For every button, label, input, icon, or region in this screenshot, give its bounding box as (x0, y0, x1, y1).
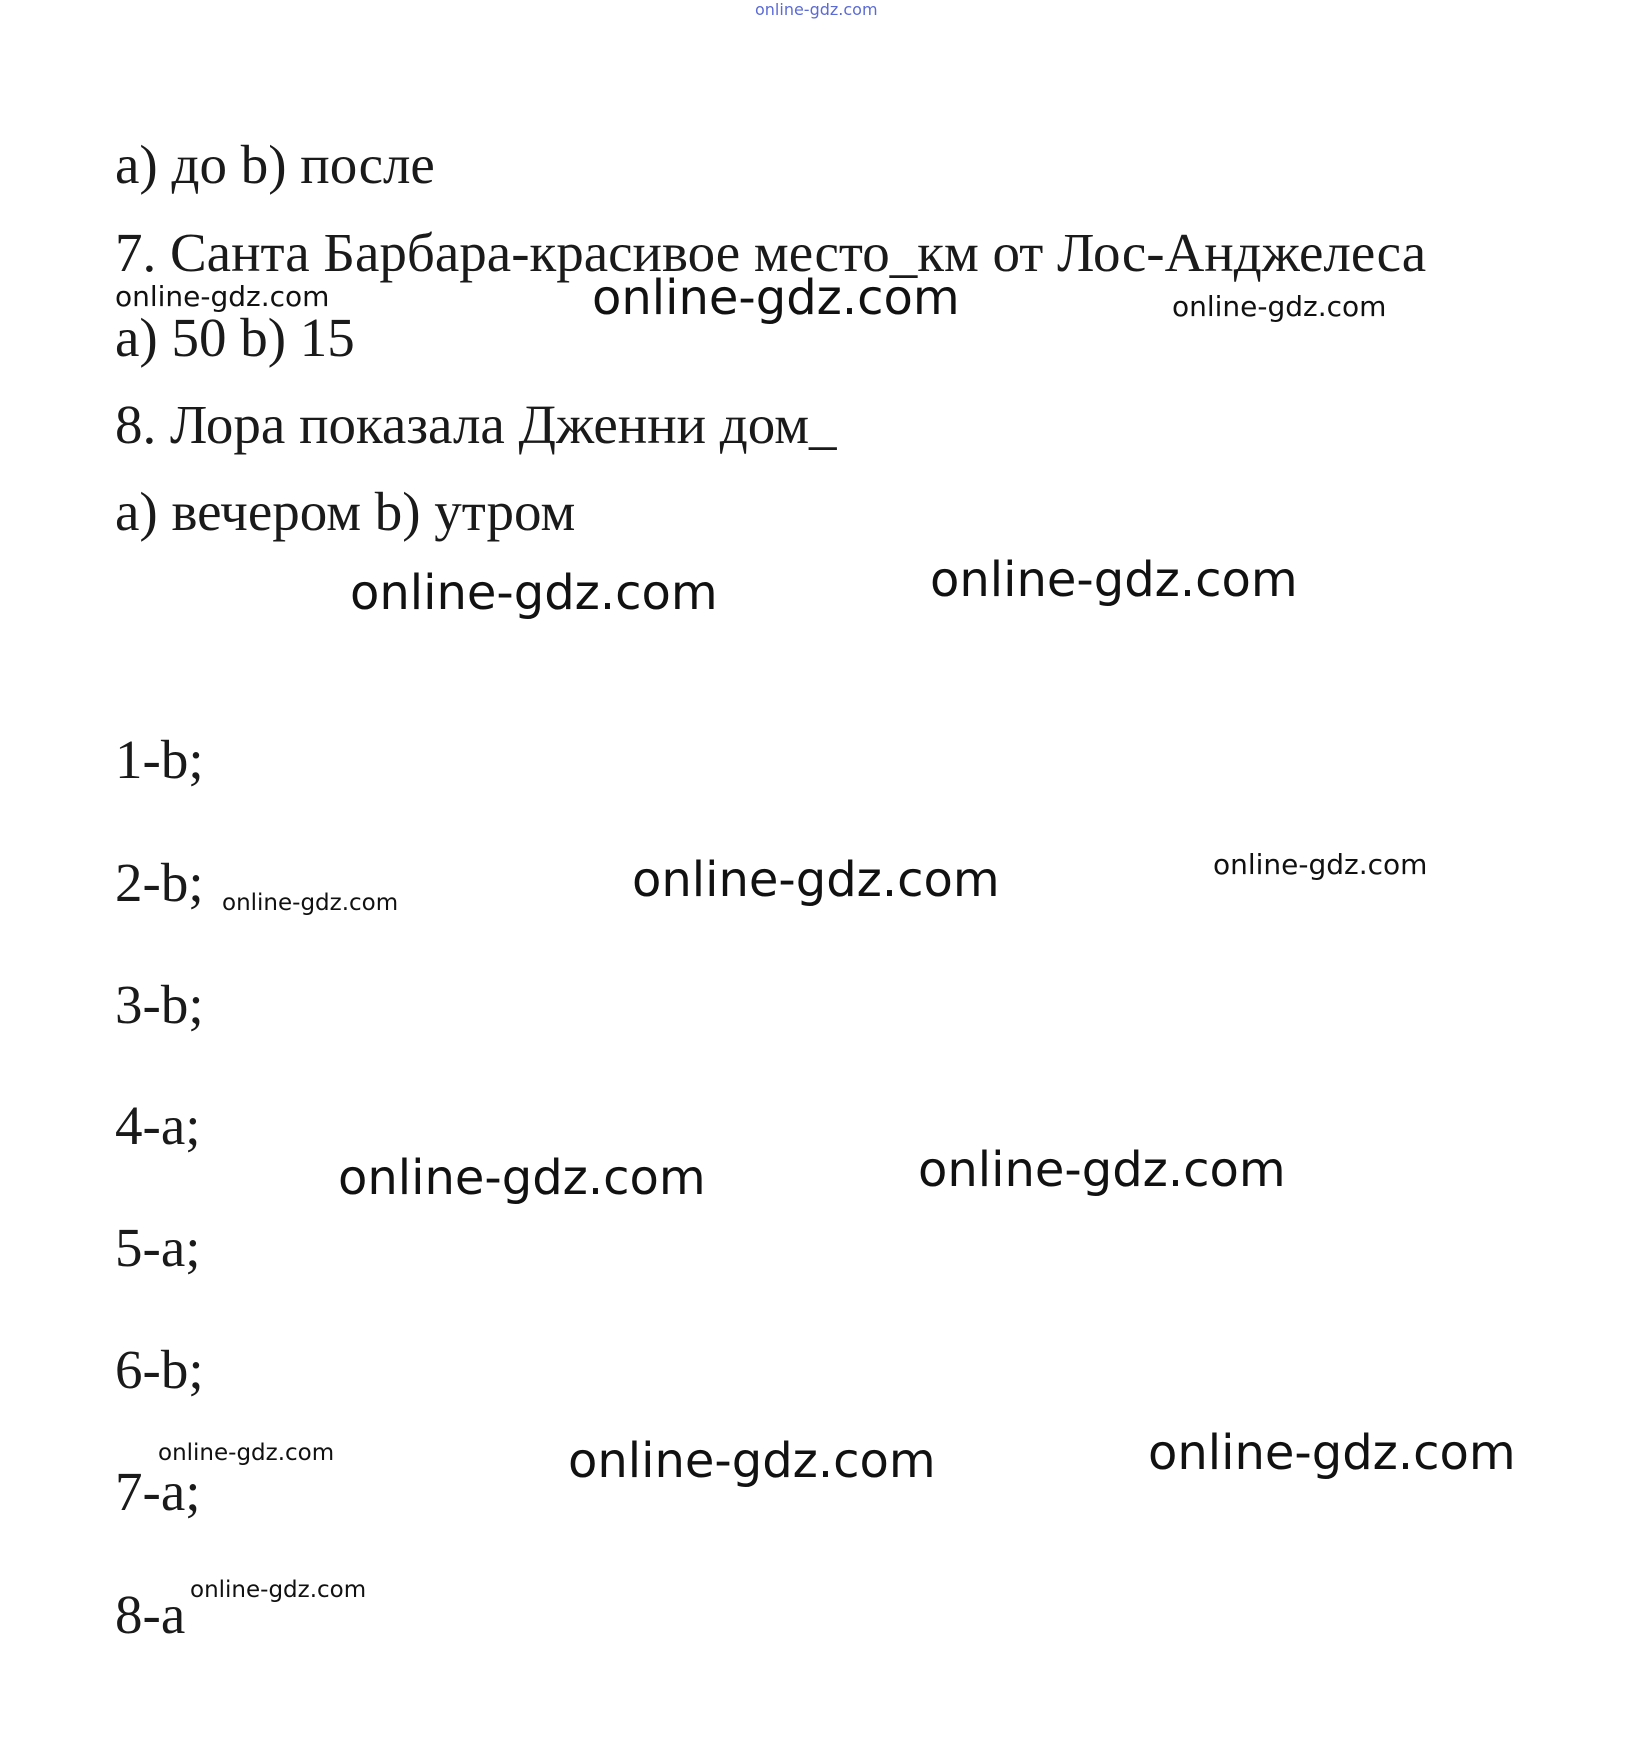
question-line: a) до b) после (115, 134, 435, 195)
watermark: online-gdz.com (592, 270, 960, 326)
answer-line: 2-b; (115, 852, 204, 913)
watermark: online-gdz.com (338, 1150, 706, 1206)
question-line: 7. Санта Барбара-красивое место_км от Лос-Анджелеса (115, 222, 1427, 283)
watermark: online-gdz.com (222, 890, 399, 916)
watermark: online-gdz.com (1148, 1425, 1516, 1481)
answer-line: 6-b; (115, 1339, 204, 1400)
watermark: online-gdz.com (1172, 290, 1387, 323)
answer-line: 3-b; (115, 974, 204, 1035)
watermark: online-gdz.com (1213, 848, 1428, 881)
watermark: online-gdz.com (350, 565, 718, 621)
watermark: online-gdz.com (115, 280, 330, 313)
watermark: online-gdz.com (568, 1433, 936, 1489)
answer-line: 1-b; (115, 729, 204, 790)
watermark: online-gdz.com (190, 1577, 367, 1603)
answer-line: 5-a; (115, 1217, 201, 1278)
question-line: a) 50 b) 15 (115, 307, 355, 368)
answer-line: 4-a; (115, 1095, 201, 1156)
answer-line: 7-a; (115, 1461, 201, 1522)
watermark: online-gdz.com (918, 1142, 1286, 1198)
watermark: online-gdz.com (632, 852, 1000, 908)
watermark: online-gdz.com (930, 552, 1298, 608)
header-watermark: online-gdz.com (755, 0, 878, 19)
question-line: 8. Лора показала Дженни дом_ (115, 394, 837, 455)
answer-line: 8-a (115, 1584, 186, 1645)
watermark: online-gdz.com (158, 1440, 335, 1466)
question-line: a) вечером b) утром (115, 481, 576, 542)
